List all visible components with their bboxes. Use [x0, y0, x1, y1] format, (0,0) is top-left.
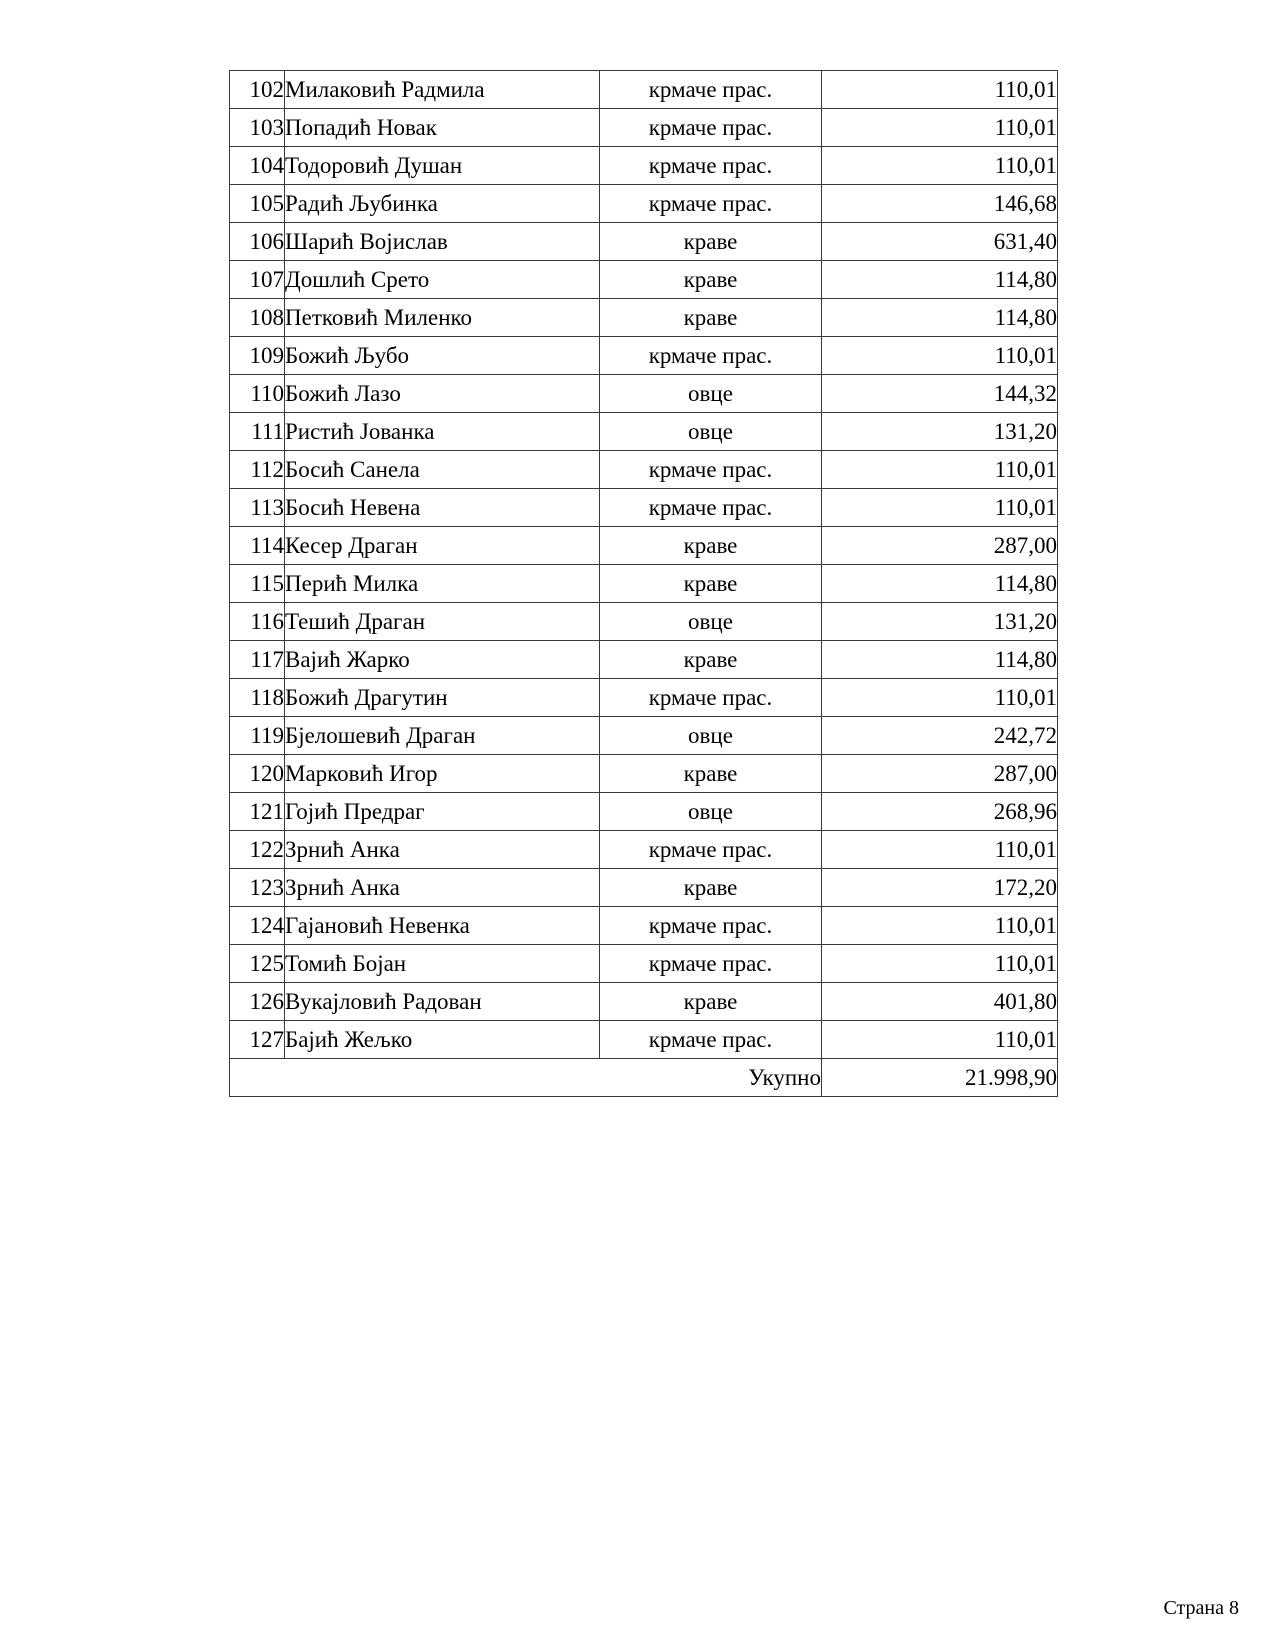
livestock-type: краве — [600, 223, 822, 261]
amount-value: 110,01 — [822, 1021, 1058, 1059]
total-label: Укупно — [230, 1059, 822, 1097]
row-number: 126 — [230, 983, 285, 1021]
row-number: 119 — [230, 717, 285, 755]
livestock-type: краве — [600, 565, 822, 603]
row-number: 110 — [230, 375, 285, 413]
row-number: 127 — [230, 1021, 285, 1059]
beneficiary-name: Дошлић Срето — [285, 261, 600, 299]
amount-value: 114,80 — [822, 641, 1058, 679]
livestock-type: крмаче прас. — [600, 831, 822, 869]
beneficiary-name: Кесер Драган — [285, 527, 600, 565]
amount-value: 110,01 — [822, 679, 1058, 717]
table-row — [230, 185, 1058, 223]
table-row — [230, 147, 1058, 185]
row-number: 112 — [230, 451, 285, 489]
row-number: 118 — [230, 679, 285, 717]
beneficiary-name: Зрнић Анка — [285, 869, 600, 907]
beneficiary-name: Бајић Жељко — [285, 1021, 600, 1059]
livestock-type: краве — [600, 869, 822, 907]
livestock-type: крмаче прас. — [600, 147, 822, 185]
page-number: Страна 8 — [1163, 1597, 1239, 1619]
row-number: 105 — [230, 185, 285, 223]
livestock-type: крмаче прас. — [600, 337, 822, 375]
table-row — [230, 451, 1058, 489]
beneficiary-name: Божић Љубо — [285, 337, 600, 375]
livestock-type: овце — [600, 375, 822, 413]
row-number: 121 — [230, 793, 285, 831]
amount-value: 131,20 — [822, 413, 1058, 451]
livestock-type: крмаче прас. — [600, 679, 822, 717]
row-number: 108 — [230, 299, 285, 337]
table-row — [230, 641, 1058, 679]
table-row — [230, 983, 1058, 1021]
row-number: 117 — [230, 641, 285, 679]
row-number: 113 — [230, 489, 285, 527]
livestock-type: краве — [600, 641, 822, 679]
amount-value: 110,01 — [822, 147, 1058, 185]
table-row — [230, 71, 1058, 109]
beneficiary-name: Вајић Жарко — [285, 641, 600, 679]
amount-value: 287,00 — [822, 527, 1058, 565]
table-row — [230, 945, 1058, 983]
row-number: 103 — [230, 109, 285, 147]
table-row — [230, 489, 1058, 527]
row-number: 109 — [230, 337, 285, 375]
amount-value: 144,32 — [822, 375, 1058, 413]
livestock-type: овце — [600, 413, 822, 451]
amount-value: 146,68 — [822, 185, 1058, 223]
amount-value: 268,96 — [822, 793, 1058, 831]
livestock-type: крмаче прас. — [600, 109, 822, 147]
beneficiary-name: Вукајловић Радован — [285, 983, 600, 1021]
livestock-type: крмаче прас. — [600, 489, 822, 527]
row-number: 115 — [230, 565, 285, 603]
livestock-type: краве — [600, 755, 822, 793]
beneficiary-name: Божић Драгутин — [285, 679, 600, 717]
livestock-type: овце — [600, 793, 822, 831]
amount-value: 631,40 — [822, 223, 1058, 261]
table-row — [230, 413, 1058, 451]
amount-value: 114,80 — [822, 565, 1058, 603]
table-row — [230, 261, 1058, 299]
table-row — [230, 755, 1058, 793]
livestock-type: краве — [600, 983, 822, 1021]
table-row — [230, 907, 1058, 945]
beneficiary-name: Гајановић Невенка — [285, 907, 600, 945]
row-number: 122 — [230, 831, 285, 869]
beneficiary-name: Ристић Јованка — [285, 413, 600, 451]
amount-value: 287,00 — [822, 755, 1058, 793]
livestock-type: крмаче прас. — [600, 907, 822, 945]
table-row — [230, 527, 1058, 565]
amount-value: 110,01 — [822, 71, 1058, 109]
beneficiary-name: Петковић Миленко — [285, 299, 600, 337]
livestock-type: крмаче прас. — [600, 71, 822, 109]
row-number: 102 — [230, 71, 285, 109]
beneficiary-name: Шарић Војислав — [285, 223, 600, 261]
livestock-type: овце — [600, 603, 822, 641]
table-row — [230, 717, 1058, 755]
livestock-type: краве — [600, 261, 822, 299]
payments-table-body — [230, 71, 1058, 1059]
total-row — [230, 1059, 1058, 1097]
amount-value: 110,01 — [822, 337, 1058, 375]
table-row — [230, 375, 1058, 413]
amount-value: 110,01 — [822, 451, 1058, 489]
table-row — [230, 565, 1058, 603]
beneficiary-name: Божић Лазо — [285, 375, 600, 413]
amount-value: 401,80 — [822, 983, 1058, 1021]
row-number: 107 — [230, 261, 285, 299]
row-number: 111 — [230, 413, 285, 451]
amount-value: 110,01 — [822, 489, 1058, 527]
table-row — [230, 109, 1058, 147]
beneficiary-name: Радић Љубинка — [285, 185, 600, 223]
beneficiary-name: Босић Невена — [285, 489, 600, 527]
row-number: 120 — [230, 755, 285, 793]
amount-value: 131,20 — [822, 603, 1058, 641]
livestock-type: крмаче прас. — [600, 451, 822, 489]
livestock-type: крмаче прас. — [600, 185, 822, 223]
table-row — [230, 831, 1058, 869]
table-row — [230, 793, 1058, 831]
amount-value: 172,20 — [822, 869, 1058, 907]
amount-value: 110,01 — [822, 945, 1058, 983]
livestock-type: крмаче прас. — [600, 1021, 822, 1059]
amount-value: 110,01 — [822, 109, 1058, 147]
amount-value: 114,80 — [822, 261, 1058, 299]
table-row — [230, 299, 1058, 337]
total-amount: 21.998,90 — [822, 1059, 1058, 1097]
beneficiary-name: Босић Санела — [285, 451, 600, 489]
row-number: 116 — [230, 603, 285, 641]
beneficiary-name: Томић Бојан — [285, 945, 600, 983]
row-number: 104 — [230, 147, 285, 185]
beneficiary-name: Гојић Предраг — [285, 793, 600, 831]
livestock-type: краве — [600, 527, 822, 565]
beneficiary-name: Зрнић Анка — [285, 831, 600, 869]
row-number: 124 — [230, 907, 285, 945]
amount-value: 114,80 — [822, 299, 1058, 337]
livestock-type: овце — [600, 717, 822, 755]
beneficiary-name: Перић Милка — [285, 565, 600, 603]
table-row — [230, 1021, 1058, 1059]
beneficiary-name: Марковић Игор — [285, 755, 600, 793]
table-row — [230, 603, 1058, 641]
livestock-type: крмаче прас. — [600, 945, 822, 983]
row-number: 125 — [230, 945, 285, 983]
amount-value: 110,01 — [822, 907, 1058, 945]
beneficiary-name: Тешић Драган — [285, 603, 600, 641]
row-number: 106 — [230, 223, 285, 261]
livestock-type: краве — [600, 299, 822, 337]
amount-value: 242,72 — [822, 717, 1058, 755]
amount-value: 110,01 — [822, 831, 1058, 869]
table-row — [230, 679, 1058, 717]
row-number: 114 — [230, 527, 285, 565]
beneficiary-name: Милаковић Радмила — [285, 71, 600, 109]
beneficiary-name: Бјелошевић Драган — [285, 717, 600, 755]
row-number: 123 — [230, 869, 285, 907]
table-row — [230, 223, 1058, 261]
table-row — [230, 337, 1058, 375]
table-row — [230, 869, 1058, 907]
beneficiary-name: Попадић Новак — [285, 109, 600, 147]
payments-table — [229, 70, 1058, 1097]
beneficiary-name: Тодоровић Душан — [285, 147, 600, 185]
